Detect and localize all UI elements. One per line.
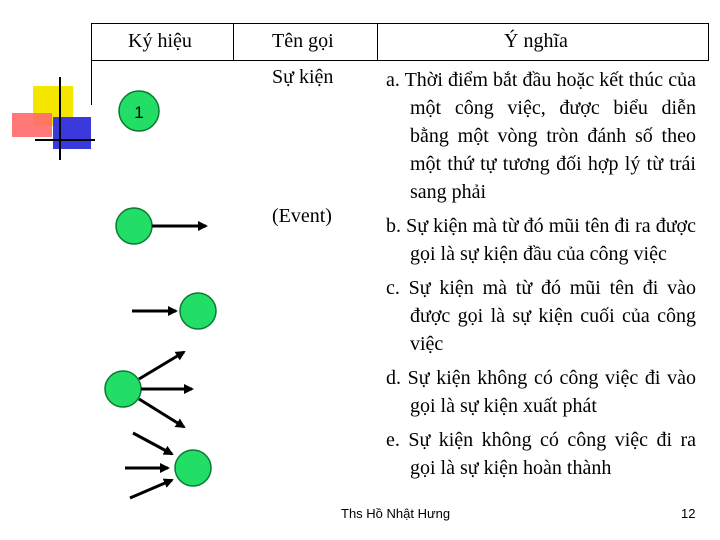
end-event-node — [180, 293, 216, 329]
sink-arrow-from-top — [133, 433, 172, 454]
meaning-item-b: b. Sự kiện mà từ đó mũi tên đi ra được gọi là sự kiện đầu của công việc — [386, 215, 696, 265]
meaning-item-d: d. Sự kiện không có công việc đi vào gọi là sự kiện xuất phát — [386, 367, 696, 417]
start-event-node — [116, 208, 152, 244]
source-event-node — [105, 371, 141, 407]
start-event-diagram — [116, 208, 206, 244]
header-name: Tên gọi — [272, 30, 334, 52]
sink-event-diagram — [125, 433, 211, 498]
event-name: Sự kiện — [272, 66, 334, 88]
header-meaning: Ý nghĩa — [504, 30, 568, 52]
sink-event-node — [175, 450, 211, 486]
numbered-event-node — [119, 91, 159, 131]
node-number-label: 1 — [134, 103, 144, 122]
footer-author: Ths Hồ Nhật Hưng — [341, 506, 451, 521]
meaning-item-e: e. Sự kiện không có công việc đi ra gọi là sự kiện hoàn thành — [386, 429, 696, 479]
header-symbol: Ký hiệu — [128, 30, 192, 52]
source-arrow-down — [139, 399, 184, 427]
meaning-item-a: a. Thời điểm bắt đầu hoặc kết thúc của một công việc, được biểu diễn bằng một vòng tròn đánh số theo một thứ tự tương đối hợp lý từ trái sang phải — [386, 69, 696, 203]
footer-page-number: 12 — [681, 506, 696, 521]
end-event-diagram — [132, 293, 216, 329]
source-event-diagram — [105, 352, 192, 427]
sink-arrow-from-bottom — [130, 480, 172, 498]
source-arrow-up — [139, 352, 184, 379]
meaning-item-c: c. Sự kiện mà từ đó mũi tên đi vào được gọi là sự kiện cuối của công việc — [386, 277, 696, 355]
event-name-english: (Event) — [272, 205, 332, 227]
